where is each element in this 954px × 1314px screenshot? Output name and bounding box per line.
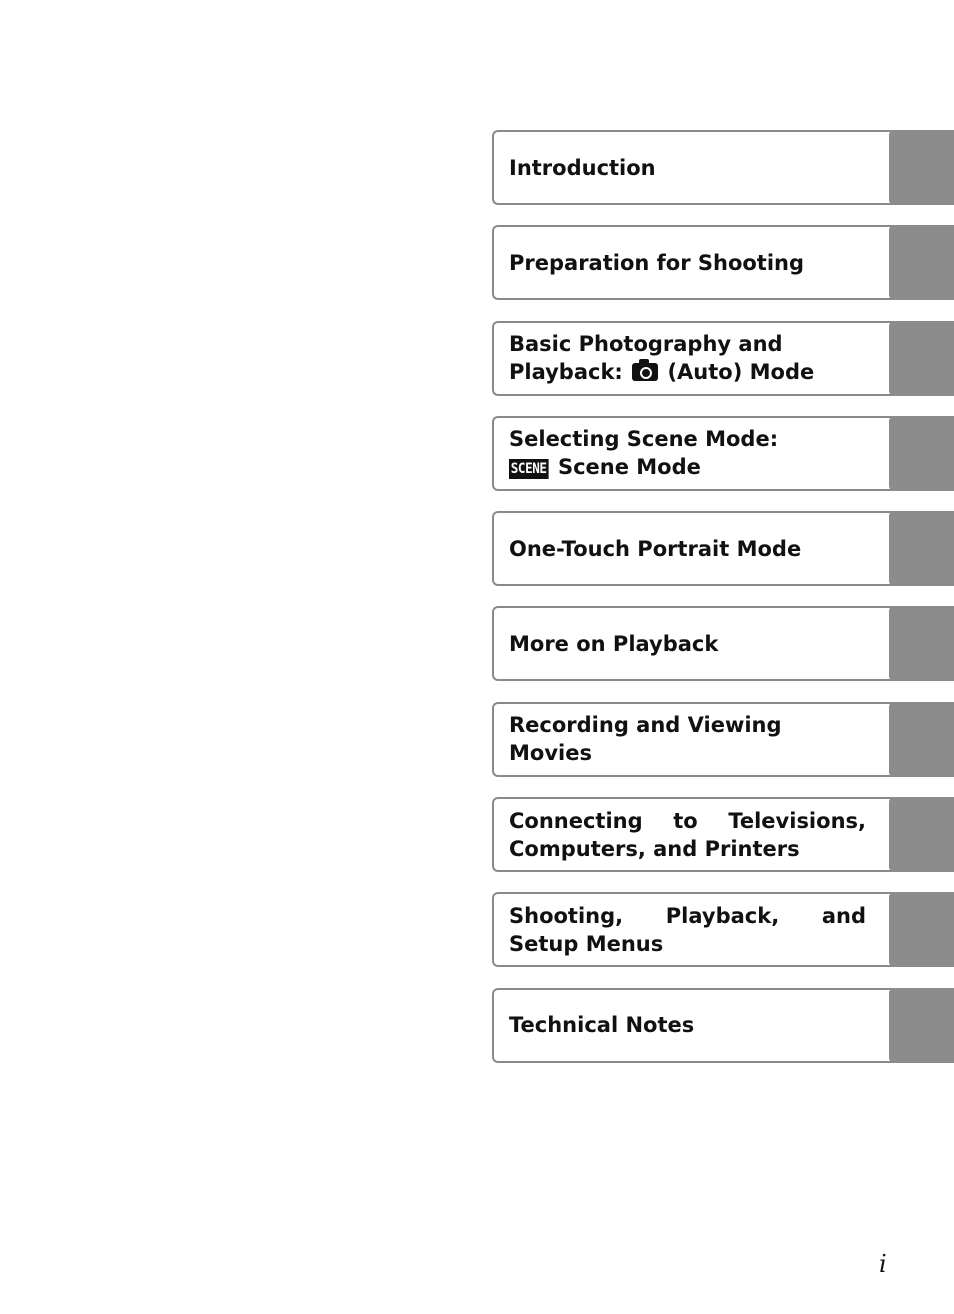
entry-title: Introduction [509,155,656,180]
section-tab [889,130,954,205]
entry-box [492,797,904,872]
toc-entry-movies[interactable] [492,702,954,777]
toc-entry-scene-mode[interactable] [492,416,954,491]
entry-title: Recording and Viewing Movies [509,713,782,766]
table-of-contents [492,130,954,1083]
section-tab [889,606,954,681]
entry-title-line1: Selecting Scene Mode: [509,427,779,452]
entry-title-line1: Connecting to Televisions, [509,808,866,833]
toc-entry-playback[interactable] [492,606,954,681]
entry-title: Technical Notes [509,1013,695,1038]
entry-box [492,130,904,205]
entry-title-line2-after: Scene Mode [557,455,701,480]
entry-box [492,988,904,1063]
entry-title: Preparation for Shooting [509,250,805,275]
entry-title [494,807,866,863]
entry-box [492,606,904,681]
entry-title-line1: Basic Photography and [509,332,783,357]
section-tab [889,892,954,967]
toc-entry-preparation[interactable] [492,225,954,300]
entry-box [492,225,904,300]
entry-box [492,511,904,586]
entry-box [492,321,904,396]
entry-box [492,892,904,967]
entry-title [494,425,866,481]
section-tab [889,416,954,491]
entry-title-line2: Computers, and Printers [509,836,800,861]
toc-entry-portrait-mode[interactable] [492,511,954,586]
entry-title: One-Touch Portrait Mode [509,536,802,561]
scene-mode-icon: SCENE [510,461,547,478]
section-tab [889,321,954,396]
entry-box [492,416,904,491]
entry-title: More on Playback [509,631,719,656]
entry-title-line2-before: Playback: [509,360,623,385]
entry-title-line2-after: (Auto) Mode [667,360,815,385]
toc-entry-introduction[interactable] [492,130,954,205]
toc-entry-technical-notes[interactable] [492,988,954,1063]
toc-entry-connecting[interactable] [492,797,954,872]
section-tab [889,702,954,777]
toc-entry-menus[interactable] [492,892,954,967]
toc-entry-basic-photography[interactable] [492,321,954,396]
entry-title [494,902,866,958]
section-tab [889,797,954,872]
page-number: i [879,1250,887,1278]
entry-box [492,702,904,777]
entry-title [494,330,866,386]
section-tab [889,988,954,1063]
section-tab [889,225,954,300]
section-tab [889,511,954,586]
entry-title-line1: Shooting, Playback, and Setup [509,903,866,956]
entry-title-line2: Menus [585,931,664,956]
camera-icon [632,363,658,381]
